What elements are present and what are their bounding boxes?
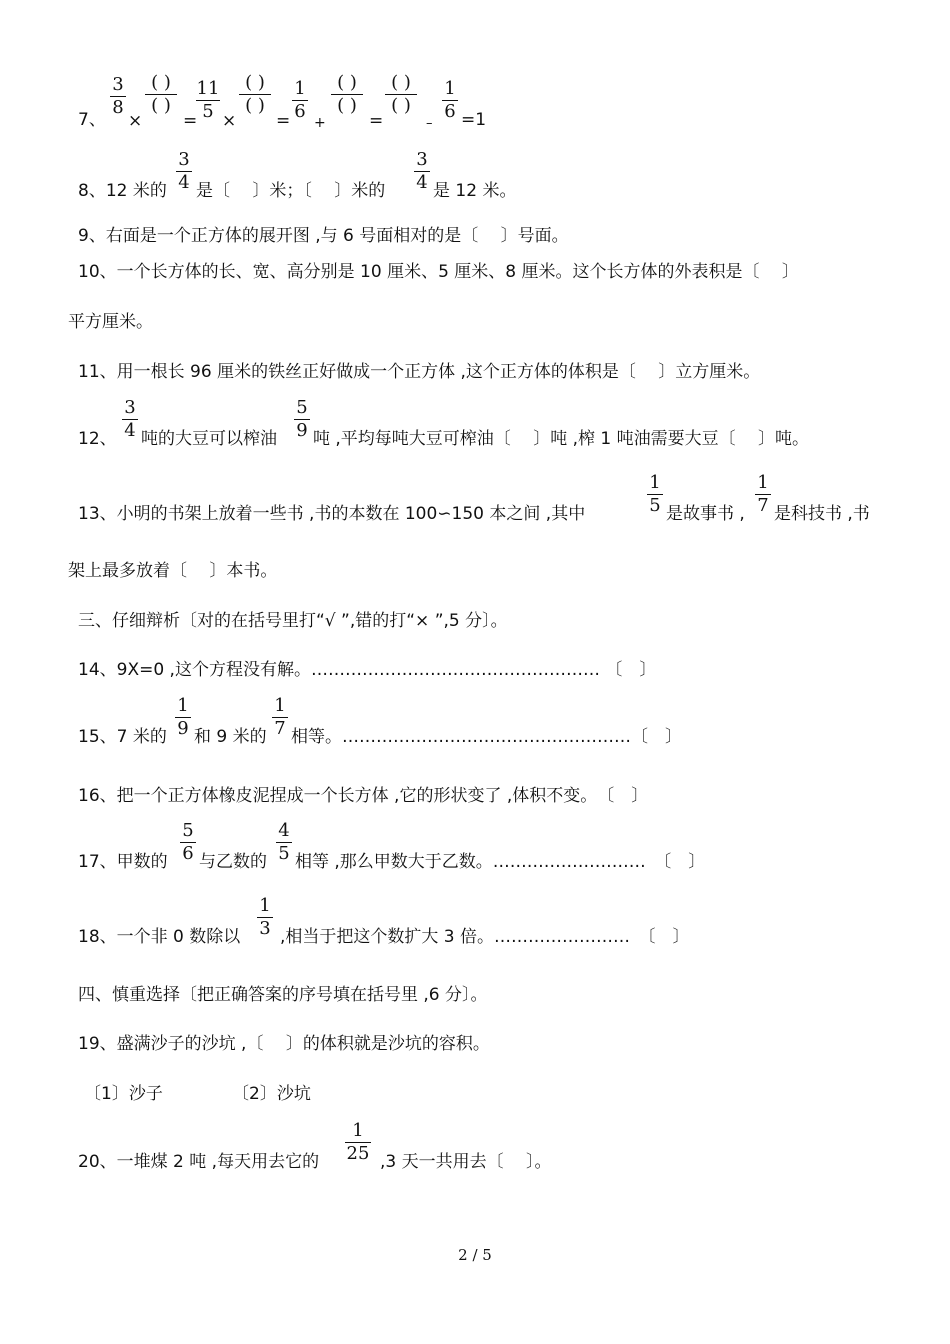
denominator-blank: ( ) <box>391 95 411 116</box>
q11-text: 11、用一根长 96 厘米的铁丝正好做成一个正方体 ,这个正方体的体积是〔 〕立方厘米。 <box>78 362 761 382</box>
q12-text-1: 吨的大豆可以榨油 <box>141 429 277 449</box>
q17-text-2: 与乙数的 <box>199 852 267 872</box>
numerator: 3 <box>178 149 190 170</box>
q19-text: 19、盛满沙子的沙坑 ,〔 〕的体积就是沙坑的容积。 <box>78 1034 490 1054</box>
q17-fraction-2 <box>276 820 292 865</box>
q20-text-2: ,3 天一共用去〔 〕。 <box>380 1152 552 1172</box>
numerator: 1 <box>259 895 271 916</box>
denominator: 8 <box>112 97 124 118</box>
q7-fraction-5 <box>292 78 308 123</box>
numerator: 1 <box>444 78 456 99</box>
numerator: 1 <box>649 472 661 493</box>
numerator: 1 <box>177 695 189 716</box>
q13-text-cont: 架上最多放着〔 〕本书。 <box>68 561 278 581</box>
q18-fraction-1 <box>257 895 273 940</box>
q17-fraction-1 <box>180 820 196 865</box>
section-3-heading: 三、仔细辩析〔对的在括号里打“√ ”,错的打“× ”,5 分〕。 <box>78 611 508 631</box>
q8-fraction-2 <box>414 149 430 194</box>
equals-sign: = <box>369 111 384 131</box>
q10-text: 10、一个长方体的长、宽、高分别是 10 厘米、5 厘米、8 厘米。这个长方体的外表积是〔 〕 <box>78 262 799 282</box>
q8-text-1: 8、12 米的 <box>78 181 167 201</box>
q13-text-2: 是故事书 , <box>666 504 745 524</box>
q18-text-1: 18、一个非 0 数除以 <box>78 927 241 947</box>
q19-option-2: 〔2〕沙坑 <box>232 1084 311 1104</box>
denominator: 7 <box>274 718 286 739</box>
q7-result: =1 <box>461 110 487 130</box>
q15-text-1: 15、7 米的 <box>78 727 167 747</box>
denominator: 25 <box>346 1143 370 1164</box>
numerator-blank: ( ) <box>337 72 357 93</box>
q15-text-3: 相等。……………………………………………〔 〕 <box>291 727 682 747</box>
q20-text-1: 20、一堆煤 2 吨 ,每天用去它的 <box>78 1152 320 1172</box>
q13-text-1: 13、小明的书架上放着一些书 ,书的本数在 100∽150 本之间 ,其中 <box>78 504 586 524</box>
q17-text-1: 17、甲数的 <box>78 852 168 872</box>
section-4-heading: 四、慎重选择〔把正确答案的序号填在括号里 ,6 分〕。 <box>78 985 488 1005</box>
q14-text: 14、9X=0 ,这个方程没有解。…………………………………………… 〔 〕 <box>78 660 657 680</box>
denominator: 9 <box>177 718 189 739</box>
q7-fraction-6 <box>331 72 363 117</box>
q7-fraction-7 <box>385 72 417 117</box>
numerator: 1 <box>274 695 286 716</box>
numerator-blank: ( ) <box>245 72 265 93</box>
denominator: 9 <box>296 420 308 441</box>
denominator-blank: ( ) <box>337 95 357 116</box>
denominator-blank: ( ) <box>245 95 265 116</box>
q13-text-3: 是科技书 ,书 <box>774 504 870 524</box>
numerator: 1 <box>294 78 306 99</box>
q18-text-2: ,相当于把这个数扩大 3 倍。…………………… 〔 〕 <box>280 927 690 947</box>
times-sign: × <box>222 111 237 131</box>
numerator: 1 <box>757 472 769 493</box>
numerator: 11 <box>196 78 220 99</box>
numerator-blank: ( ) <box>151 72 171 93</box>
q13-fraction-1 <box>647 472 663 517</box>
q8-text-2: 是〔 〕米；〔 〕米的 <box>196 181 386 201</box>
denominator: 6 <box>182 843 194 864</box>
equals-sign: = <box>276 111 291 131</box>
times-sign: × <box>128 111 143 131</box>
minus-sign: – <box>426 116 433 131</box>
q17-text-3: 相等 ,那么甲数大于乙数。……………………… 〔 〕 <box>295 852 706 872</box>
plus-sign: + <box>314 115 326 131</box>
equals-sign: = <box>183 111 198 131</box>
denominator: 5 <box>649 495 661 516</box>
numerator: 4 <box>278 820 290 841</box>
q12-text-2: 吨 ,平均每吨大豆可榨油〔 〕吨 ,榨 1 吨油需要大豆〔 〕吨。 <box>313 429 810 449</box>
denominator: 7 <box>757 495 769 516</box>
q15-fraction-2 <box>272 695 288 740</box>
numerator: 5 <box>182 820 194 841</box>
q8-fraction-1 <box>176 149 192 194</box>
q7-fraction-2 <box>145 72 177 117</box>
q20-fraction-1 <box>345 1120 371 1165</box>
q13-fraction-2 <box>755 472 771 517</box>
numerator: 3 <box>112 74 124 95</box>
q19-option-1: 〔1〕沙子 <box>84 1084 163 1104</box>
page-number: 2 / 5 <box>458 1246 492 1264</box>
denominator: 3 <box>259 918 271 939</box>
denominator: 6 <box>294 101 306 122</box>
q7-label: 7、 <box>78 110 106 130</box>
numerator-blank: ( ) <box>391 72 411 93</box>
denominator-blank: ( ) <box>151 95 171 116</box>
q7-fraction-8 <box>442 78 458 123</box>
q10-text-cont: 平方厘米。 <box>68 312 153 332</box>
q7-fraction-3 <box>196 78 220 123</box>
numerator: 5 <box>296 397 308 418</box>
q8-text-3: 是 12 米。 <box>433 181 517 201</box>
denominator: 6 <box>444 101 456 122</box>
q12-fraction-2 <box>294 397 310 442</box>
q12-label: 12、 <box>78 429 117 449</box>
q12-fraction-1 <box>122 397 138 442</box>
q16-text: 16、把一个正方体橡皮泥捏成一个长方体 ,它的形状变了 ,体积不变。 〔 〕 <box>78 786 649 806</box>
q7-fraction-1 <box>110 74 126 119</box>
denominator: 5 <box>278 843 290 864</box>
denominator: 4 <box>124 420 136 441</box>
denominator: 5 <box>202 101 214 122</box>
numerator: 3 <box>124 397 136 418</box>
q15-fraction-1 <box>175 695 191 740</box>
q15-text-2: 和 9 米的 <box>194 727 267 747</box>
q7-fraction-4 <box>239 72 271 117</box>
numerator: 3 <box>416 149 428 170</box>
numerator: 1 <box>352 1120 364 1141</box>
denominator: 4 <box>416 172 428 193</box>
denominator: 4 <box>178 172 190 193</box>
q9-text: 9、右面是一个正方体的展开图 ,与 6 号面相对的是〔 〕号面。 <box>78 226 569 246</box>
